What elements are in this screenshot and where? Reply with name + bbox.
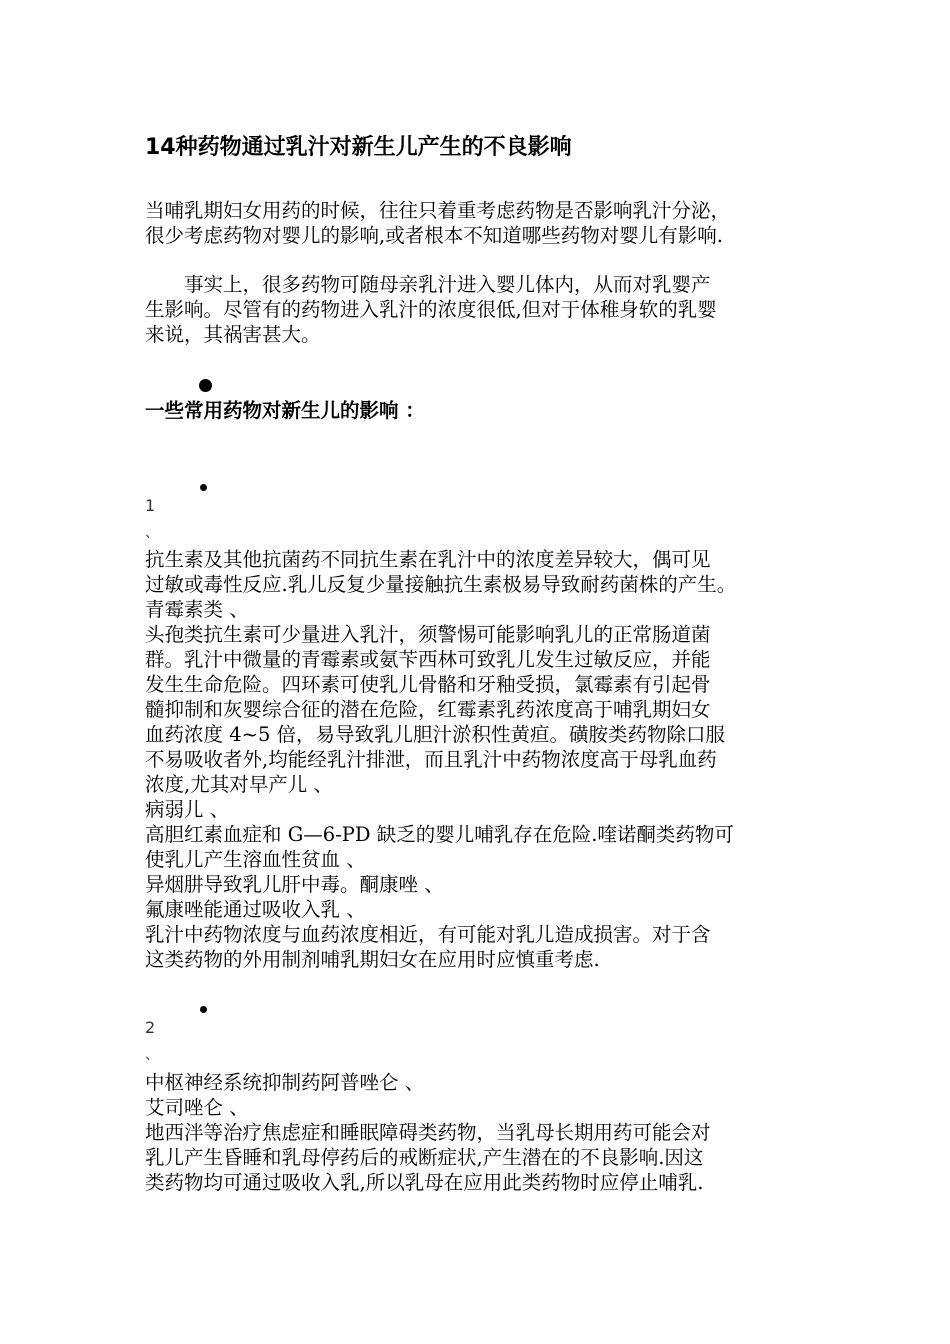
item1-line: 过敏或毒性反应.乳儿反复少量接触抗生素极易导致耐药菌株的产生。 (145, 573, 737, 596)
item1-line: 青霉素类 、 (145, 598, 249, 621)
document-title: 14种药物通过乳汁对新生儿产生的不良影响 (145, 135, 572, 160)
item-number: 1 (145, 496, 156, 515)
item1-line: 头孢类抗生素可少量进入乳汁，须警惕可能影响乳儿的正常肠道菌 (145, 623, 711, 646)
item1-line: 髓抑制和灰婴综合征的潜在危险，红霉素乳药浓度高于哺乳期妇女 (145, 698, 711, 721)
item1-line: 高胆红素血症和 G—6-PD 缺乏的婴儿哺乳存在危险.喹诺酮类药物可 (145, 823, 734, 846)
item1-line: 发生生命危险。四环素可使乳儿骨骼和牙釉受损，氯霉素有引起骨 (145, 673, 711, 696)
item1-line: 浓度,尤其对早产儿 、 (145, 773, 333, 796)
item-number: 2 (145, 1018, 156, 1037)
item2-line: 地西泮等治疗焦虑症和睡眠障碍类药物，当乳母长期用药可能会对 (145, 1121, 711, 1144)
item1-line: 使乳儿产生溶血性贫血 、 (145, 848, 366, 871)
fact-line: 事实上，很多药物可随母亲乳汁进入婴儿体内，从而对乳婴产 (145, 273, 711, 296)
item1-paragraph (145, 547, 736, 972)
fact-line: 生影响。尽管有的药物进入乳汁的浓度很低,但对于体稚身软的乳婴 (145, 298, 717, 321)
fact-line: 来说，其祸害甚大。 (145, 323, 321, 346)
item1-line: 抗生素及其他抗菌药不同抗生素在乳汁中的浓度差异较大，偶可见 (145, 548, 711, 571)
item1-line: 病弱儿 、 (145, 798, 230, 821)
item2-paragraph (145, 1070, 711, 1195)
item-number-mark: 、 (145, 525, 159, 541)
item1-line: 血药浓度 4~5 倍，易导致乳儿胆汁淤积性黄疸。磺胺类药物除口服 (145, 723, 726, 746)
intro-paragraph (145, 198, 730, 248)
intro-line: 当哺乳期妇女用药的时候，往往只着重考虑药物是否影响乳汁分泌， (145, 199, 731, 222)
item2-line: 中枢神经系统抑制药阿普唑仑 、 (145, 1071, 425, 1094)
intro-line: 很少考虑药物对婴儿的影响,或者根本不知道哪些药物对婴儿有影响. (145, 224, 723, 247)
item-number-mark: 、 (145, 1047, 159, 1063)
item2-line: 乳儿产生昏睡和乳母停药后的戒断症状,产生潜在的不良影响.因这 (145, 1146, 704, 1169)
item2-line: 艾司唑仑 、 (145, 1096, 249, 1119)
item1-line: 乳汁中药物浓度与血药浓度相近，有可能对乳儿造成损害。对于含 (145, 923, 711, 946)
item2-line: 类药物均可通过吸收入乳,所以乳母在应用此类药物时应停止哺乳. (145, 1171, 704, 1194)
bullet-icon (200, 1006, 207, 1013)
section-heading: 一些常用药物对新生儿的影响 ： (145, 399, 425, 422)
bullet-icon (199, 379, 212, 392)
item1-line: 氟康唑能通过吸收入乳 、 (145, 898, 366, 921)
bullet-icon (200, 484, 207, 491)
item1-line: 群。乳汁中微量的青霉素或氨苄西林可致乳儿发生过敏反应，并能 (145, 648, 711, 671)
item1-line: 这类药物的外用制剂哺乳期妇女在应用时应慎重考虑. (145, 948, 600, 971)
item1-line: 异烟肼导致乳儿肝中毒。酮康唑 、 (145, 873, 444, 896)
fact-paragraph (145, 272, 717, 347)
item1-line: 不易吸收者外,均能经乳汁排泄，而且乳汁中药物浓度高于母乳血药 (145, 748, 717, 771)
